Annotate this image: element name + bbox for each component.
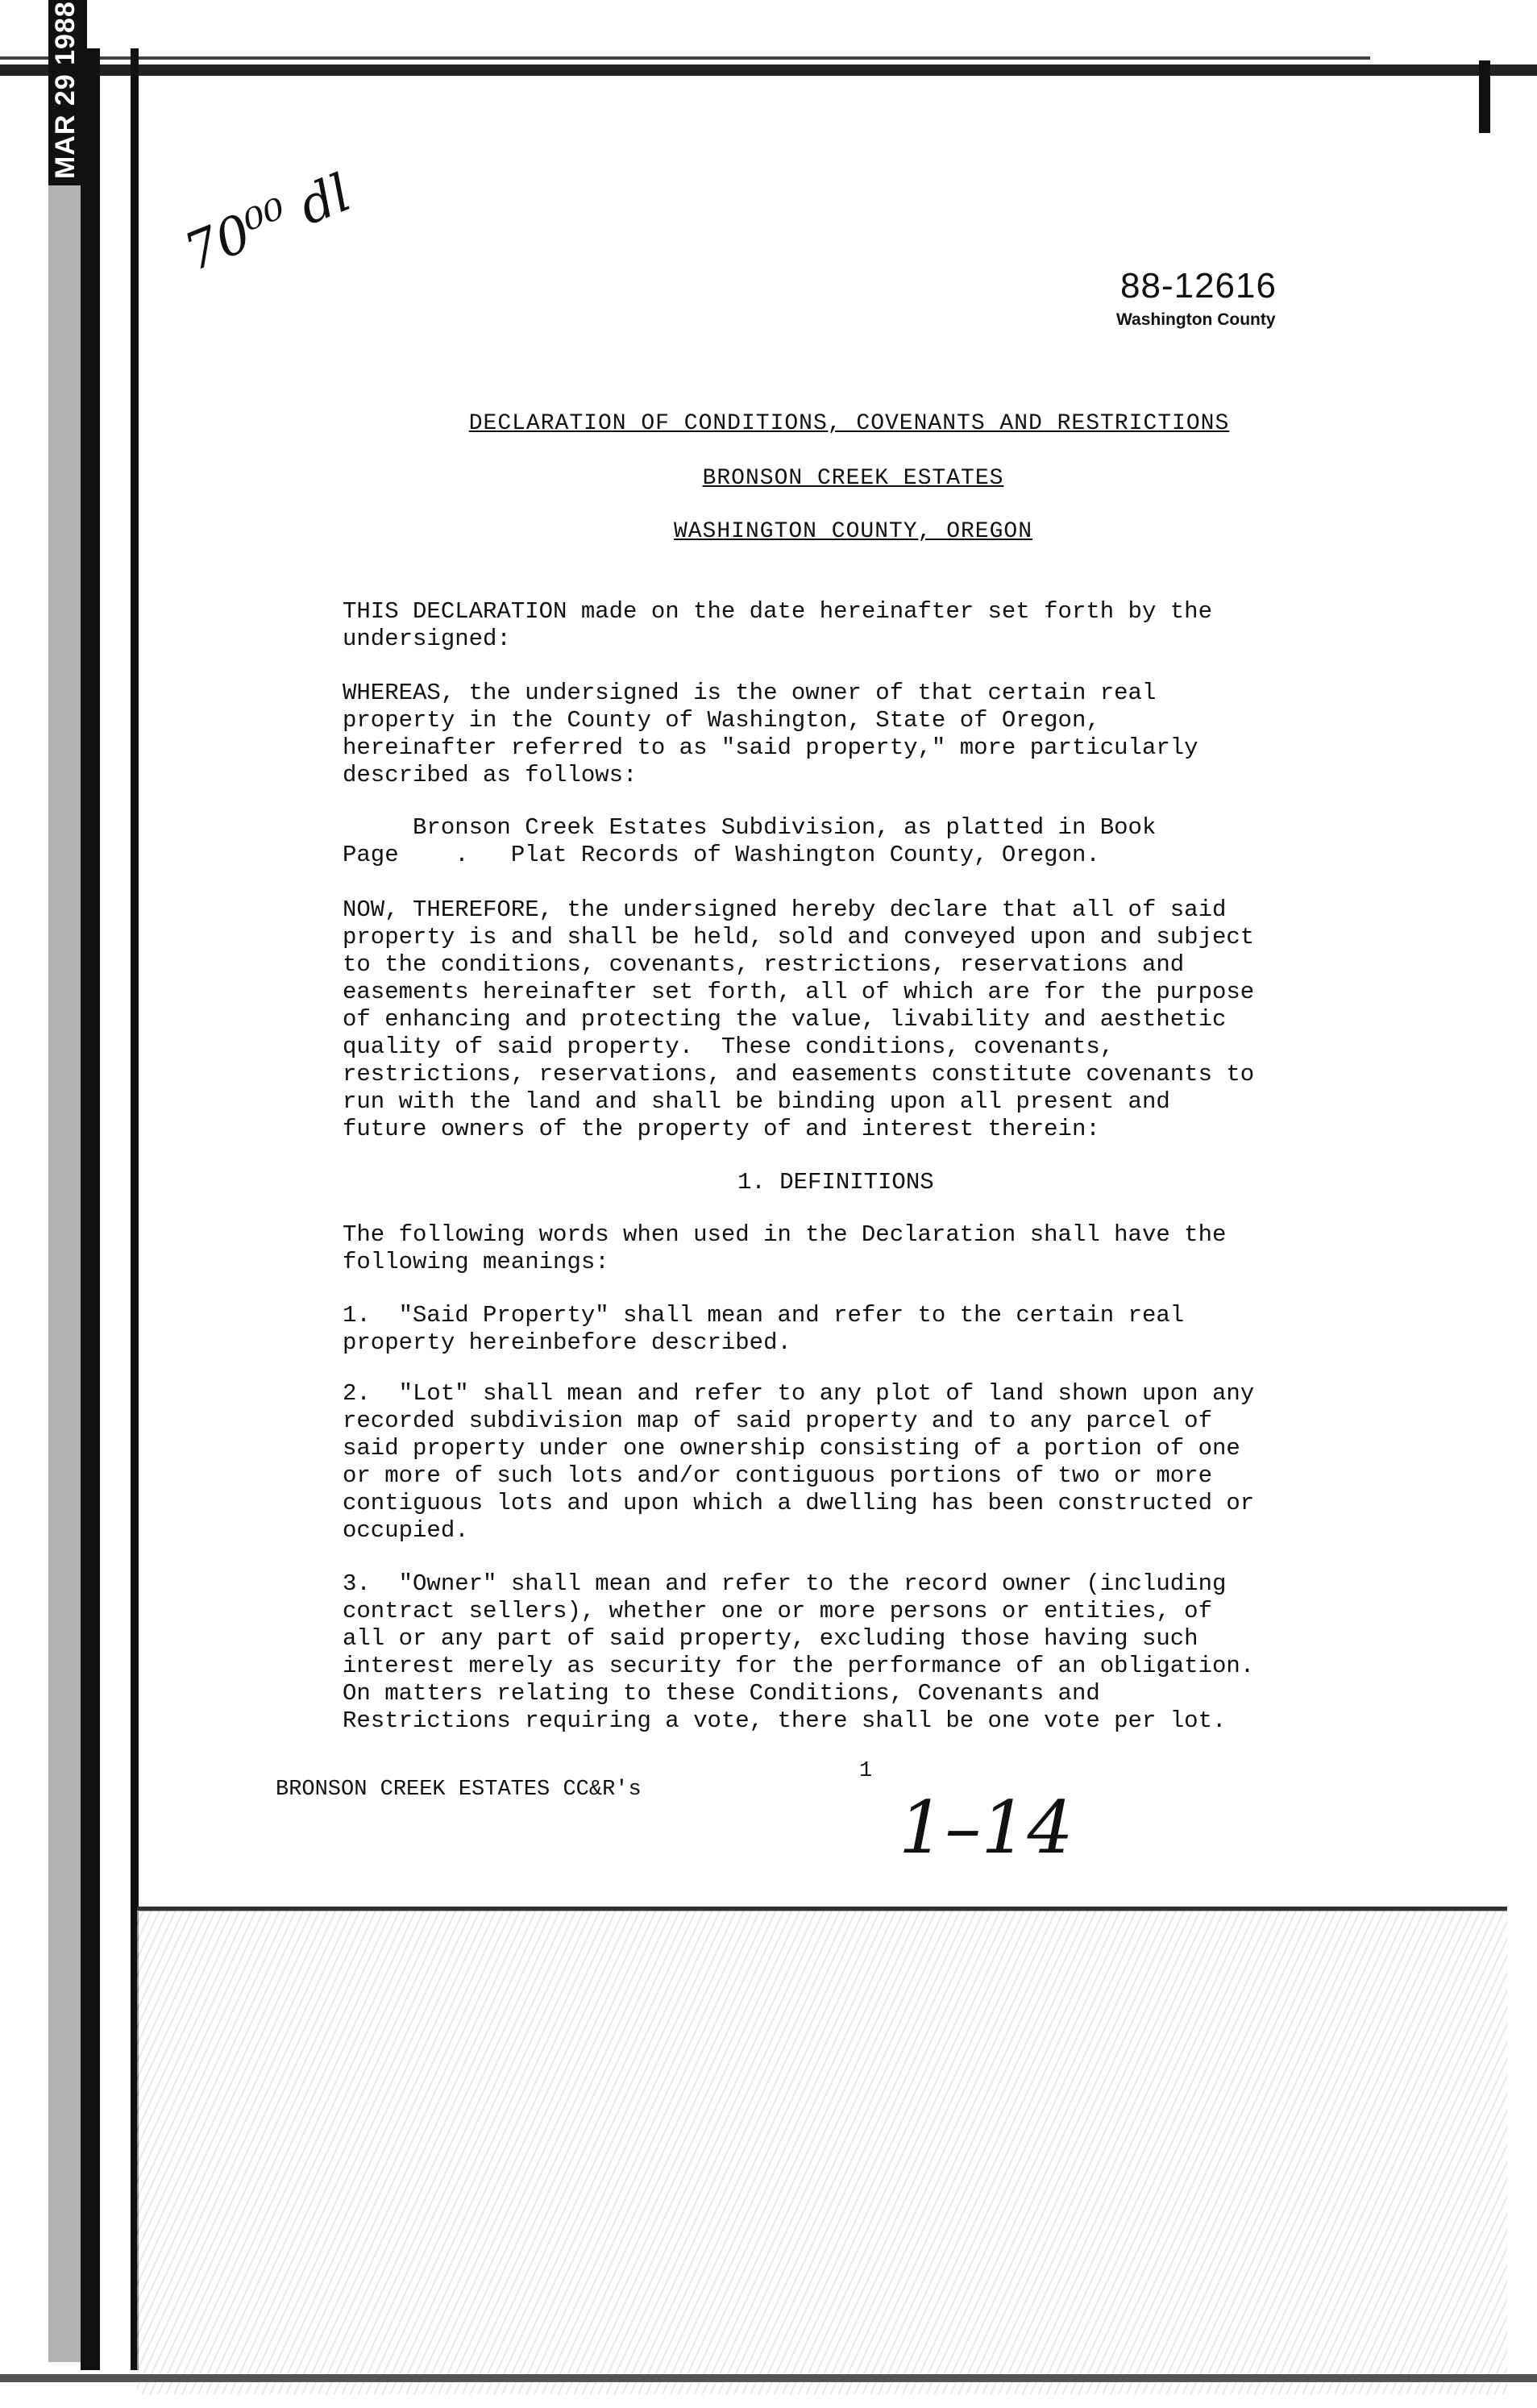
document-title: DECLARATION OF CONDITIONS, COVENANTS AND RESTRICTIONS — [468, 411, 1230, 436]
footer-label: BRONSON CREEK ESTATES CC&R's — [276, 1778, 642, 1802]
following-paragraph: The following words when used in the Declaration shall have the following meanings: — [343, 1221, 1227, 1275]
scan-right-mark — [1479, 60, 1490, 133]
whereas-paragraph: WHEREAS, the undersigned is the owner of that certain real property in the County of Washington, State of Oregon, hereinafter referred to as "said property," more particularly described as follows: — [343, 680, 1198, 788]
location-heading: WASHINGTON COUNTY, OREGON — [673, 519, 1033, 544]
definition-1: 1. "Said Property" shall mean and refer to the certain real property hereinbefore described. — [343, 1302, 1185, 1356]
document-number: 88-12616 — [1120, 266, 1277, 306]
scan-noise-area — [137, 1911, 1507, 2394]
definition-3: 3. "Owner" shall mean and refer to the record owner (including contract sellers), whether one or more persons or entities, of all or any part of said property, excluding those having such interest merely as security for the performance of an obligation. On matters relating to these Conditions, Covenants and Restrictions requiring a vote, there shall be one vote per lot. — [343, 1570, 1255, 1734]
scan-bottom-edge — [0, 2374, 1537, 2382]
handwritten-page-range: 1–14 — [899, 1786, 1074, 1870]
legal-description: Bronson Creek Estates Subdivision, as platted in Book Page . Plat Records of Washington County, Oregon. — [343, 814, 1157, 868]
scan-edge-line — [0, 56, 1370, 60]
recording-date-stamp: MAR 29 1988 — [48, 0, 87, 185]
scan-left-border — [81, 48, 100, 2370]
page-number: 1 — [859, 1759, 873, 1783]
definition-2: 2. "Lot" shall mean and refer to any plot of land shown upon any recorded subdivision map of said property and to any parcel of said property under one ownership consisting of a portion of one or more of such lots and/or contiguous portions of two or more contiguous lots and upon which a dwelling has been constructed or occupied. — [343, 1380, 1255, 1544]
section-heading: 1. DEFINITIONS — [737, 1169, 934, 1196]
intro-paragraph: THIS DECLARATION made on the date hereinafter set forth by the undersigned: — [343, 598, 1212, 652]
scan-left-shadow — [48, 105, 82, 2362]
handwritten-fee: 70⁰⁰ dl — [176, 163, 359, 284]
scan-top-border — [0, 64, 1537, 76]
county-label: Washington County — [1116, 310, 1276, 329]
subdivision-name: BRONSON CREEK ESTATES — [702, 466, 1004, 491]
now-therefore-paragraph: NOW, THEREFORE, the undersigned hereby declare that all of said property is and shall be held, sold and conveyed upon and subject to the conditions, covenants, restrictions, reservations and easements hereinafter set forth, all of which are for the purpose of enhancing and protecting the value, livability and aesthetic quality of said property. These conditions, covenants, restrictions, reservations, and easements constitute covenants to run with the land and shall be binding upon all present and future owners of the property of and interest therein: — [343, 896, 1255, 1142]
